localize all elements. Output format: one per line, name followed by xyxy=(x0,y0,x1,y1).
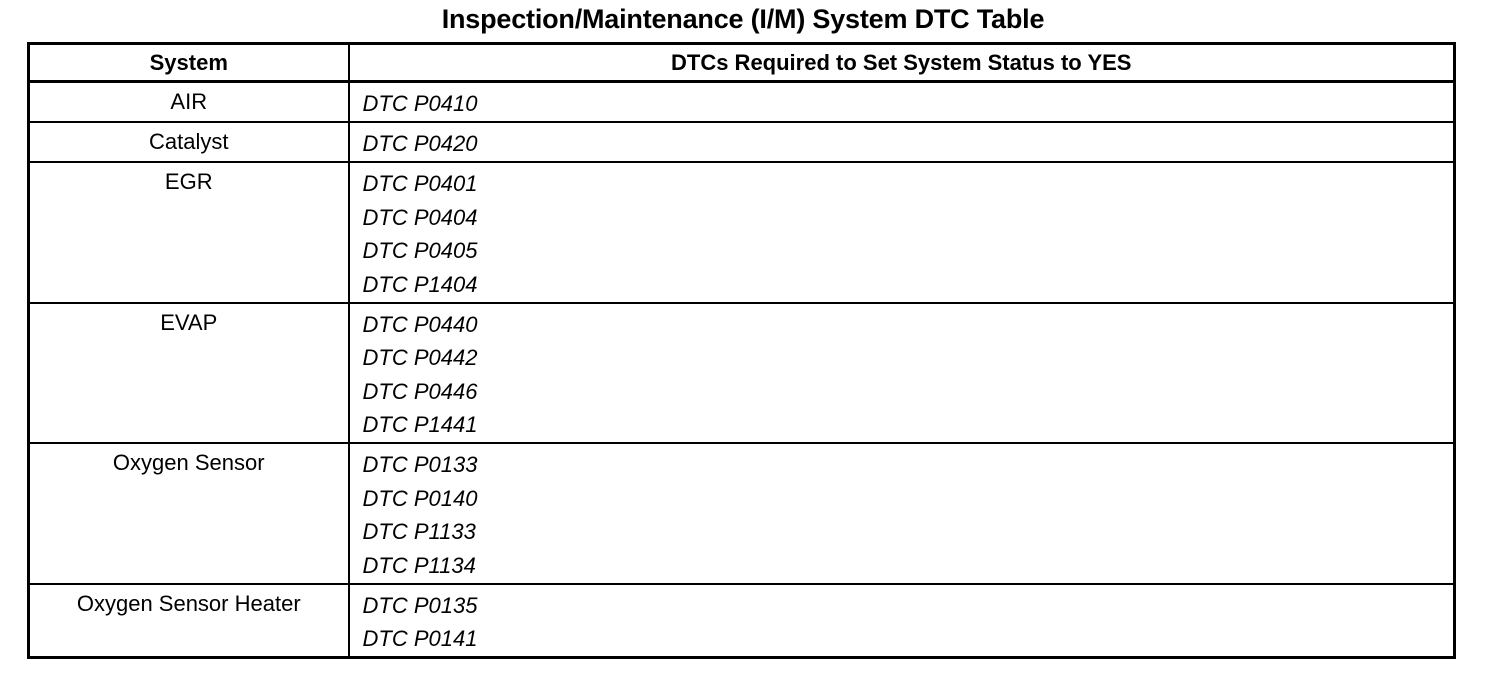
dtc-table xyxy=(27,42,1456,659)
table-row xyxy=(29,122,1455,162)
dtc-code: DTC P0404 xyxy=(362,204,478,230)
dtc-code: DTC P0440 xyxy=(362,311,478,337)
dtc-codes-cell xyxy=(349,162,1455,303)
system-cell: EGR xyxy=(29,162,349,303)
dtc-code: DTC P1133 xyxy=(362,519,476,544)
dtc-code: DTC P0446 xyxy=(362,378,478,404)
dtc-code: DTC P0133 xyxy=(362,452,478,477)
dtc-code: DTC P0140 xyxy=(362,485,478,511)
dtc-codes-cell xyxy=(349,82,1455,123)
page-title: Inspection/Maintenance (I/M) System DTC Table xyxy=(441,4,1045,34)
system-cell: Catalyst xyxy=(29,122,349,162)
table-row xyxy=(29,584,1455,658)
system-cell: AIR xyxy=(29,82,349,123)
system-cell: Oxygen Sensor Heater xyxy=(29,584,349,658)
header-row xyxy=(29,44,1455,82)
table-row xyxy=(29,303,1455,444)
table-row xyxy=(29,82,1455,123)
dtc-code: DTC P1404 xyxy=(362,271,478,297)
dtc-code: DTC P0401 xyxy=(362,171,478,196)
dtc-code: DTC P0410 xyxy=(362,91,478,116)
dtc-codes-cell xyxy=(349,303,1455,444)
column-header-dtcs: DTCs Required to Set System Status to YES xyxy=(349,44,1455,82)
dtc-code: DTC P0420 xyxy=(362,131,478,156)
column-header-system: System xyxy=(29,44,349,82)
dtc-codes-cell xyxy=(349,443,1455,584)
system-cell: EVAP xyxy=(29,303,349,444)
dtc-code: DTC P0135 xyxy=(362,592,478,618)
dtc-codes-cell xyxy=(349,584,1455,658)
table-row xyxy=(29,443,1455,584)
dtc-code: DTC P0405 xyxy=(362,238,478,263)
dtc-code: DTC P0442 xyxy=(362,345,478,370)
dtc-codes-cell xyxy=(349,122,1455,162)
dtc-code: DTC P1441 xyxy=(362,412,478,437)
dtc-code: DTC P0141 xyxy=(362,626,478,651)
dtc-code: DTC P1134 xyxy=(362,552,476,578)
system-cell: Oxygen Sensor xyxy=(29,443,349,584)
table-row xyxy=(29,162,1455,303)
